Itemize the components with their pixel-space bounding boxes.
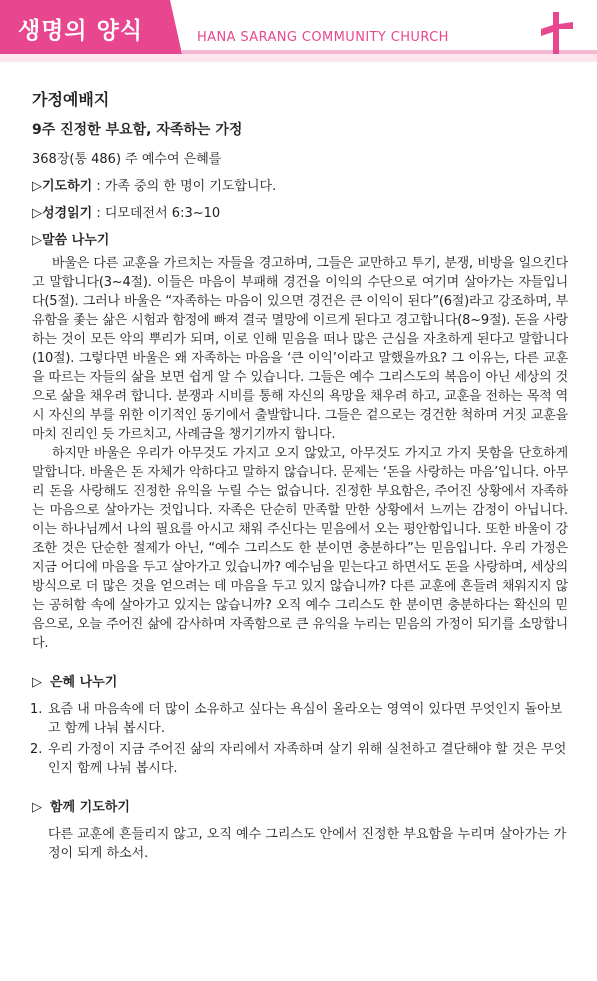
list-item-number: 1. (30, 702, 43, 717)
header-underline (0, 54, 597, 62)
list-item-number: 2. (30, 742, 43, 757)
triangle-icon: ▷ (32, 233, 42, 248)
list-item-text: 우리 가정이 지금 주어진 삶의 자리에서 자족하며 살기 위해 실천하고 결단해야 할 것은 무엇인지 함께 나눠 봅시다. (48, 742, 567, 776)
section-title: 가정예배지 (32, 90, 110, 109)
page-header (0, 0, 597, 62)
prayer-label: 기도하기 (42, 179, 93, 194)
list-item-text: 요즘 내 마음속에 더 많이 소유하고 싶다는 욕심이 올라오는 영역이 있다면 무엇인지 돌아보고 함께 나눠 봅시다. (48, 702, 563, 736)
prayer-line (32, 177, 568, 196)
sermon-paragraph-2: 하지만 바울은 우리가 아무것도 가지고 오지 않았고, 아무것도 가지고 가지 못함을 단호하게 말합니다. 바울은 돈 자체가 악하다고 말하지 않습니다. 문제는 ‘돈을 사랑하는 마음’입니다. 아무리 돈을 사랑해도 진정한 유익을 누릴 수는 없습니다. 진정한 부요함은, 주어진 상황에서 자족하는 마음으로 살아가는 것입니다. 자족은 단순히 만족할 만한 상황에서 느끼는 감정이 아닙니다. 이는 하나님께서 나의 필요를 아시고 채워 주신다는 믿음에서 오는 평안함입니다. 또한 바울이 강조한 것은 단순한 절제가 아닌, “예수 그리스도 한 분이면 충분하다”는 믿음입니다. 우리 가정은 지금 어디에 마음을 두고 살아가고 있습니까? 예수님을 믿는다고 하면서도 돈을 사랑하며, 세상의 방식으로 더 많은 것을 얻으려는 데 마음을 두고 있지 않습니까? 다른 교훈에 흔들려 채워지지 않는 공허함 속에 살아가고 있지는 않습니까? 오직 예수 그리스도 한 분이면 충분하다는 확신의 믿음으로, 오늘 주어진 삶에 감사하며 자족함으로 큰 유익을 누리는 믿음의 가정이 되기를 소망합니다. (32, 446, 568, 651)
grace-heading: 은혜 나누기 (50, 675, 118, 690)
week-title: 9주 진정한 부요함, 자족하는 가정 (32, 122, 243, 138)
together-heading-row (32, 798, 568, 817)
triangle-icon: ▷ (32, 800, 42, 815)
hymn-line: 368장(통 486) 주 예수여 은혜를 (32, 152, 222, 167)
header-divider (182, 50, 597, 54)
sermon-line (32, 231, 568, 250)
list-item (32, 700, 568, 738)
cross-icon (537, 10, 577, 56)
reading-line (32, 204, 568, 223)
triangle-icon: ▷ (32, 206, 42, 221)
main-content (32, 90, 568, 863)
grace-list (32, 700, 568, 778)
together-prayer-text: 다른 교훈에 흔들리지 않고, 오직 예수 그리스도 안에서 진정한 부요함을 누리며 살아가는 가정이 되게 하소서. (48, 827, 567, 861)
prayer-text: : 가족 중의 한 명이 기도합니다. (92, 179, 277, 194)
grace-heading-row (32, 673, 568, 692)
reading-label: 성경읽기 (42, 206, 93, 221)
header-tab-title: 생명의 양식 (18, 18, 144, 44)
sermon-paragraph-1: 바울은 다른 교훈을 가르치는 자들을 경고하며, 그들은 교만하고 투기, 분쟁, 비방을 일으킨다고 말합니다(3~4절). 이들은 마음이 부패해 경건을 이익의 수단으로 여기며 살아가는 자들입니다(5절). 그러나 바울은 “자족하는 마음이 있으면 경건은 큰 이익이 된다”(6절)라고 강조하며, 부유함을 좇는 삶은 시험과 함정에 빠져 결국 멸망에 이르게 된다고 경고합니다(8~9절). 돈을 사랑하는 것이 모든 악의 뿌리가 되며, 이로 인해 믿음을 떠나 많은 근심을 자초하게 된다고 말합니다(10절). 그렇다면 바울은 왜 자족하는 마음을 ‘큰 이익’이라고 말했을까요? 그 이유는, 다른 교훈을 따르는 자들의 삶을 보면 쉽게 알 수 있습니다. 그들은 예수 그리스도의 복음이 아닌 세상의 것으로 삶을 채우려 합니다. 분쟁과 시비를 통해 자신의 욕망을 채우려 하고, 교훈을 전하는 목적 역시 자신의 부를 위한 이기적인 동기에서 출발합니다. 그들은 겉으로는 경건한 척하며 거짓 교훈을 마치 진리인 듯 가르치고, 사례금을 챙기기까지 합니다. (32, 256, 568, 442)
sermon-label: 말씀 나누기 (42, 233, 110, 248)
reading-text: : 디모데전서 6:3~10 (92, 206, 221, 221)
triangle-icon: ▷ (32, 179, 42, 194)
list-item (32, 740, 568, 778)
church-name: HANA SARANG COMMUNITY CHURCH (197, 30, 449, 45)
triangle-icon: ▷ (32, 675, 42, 690)
together-heading: 함께 기도하기 (50, 800, 130, 815)
